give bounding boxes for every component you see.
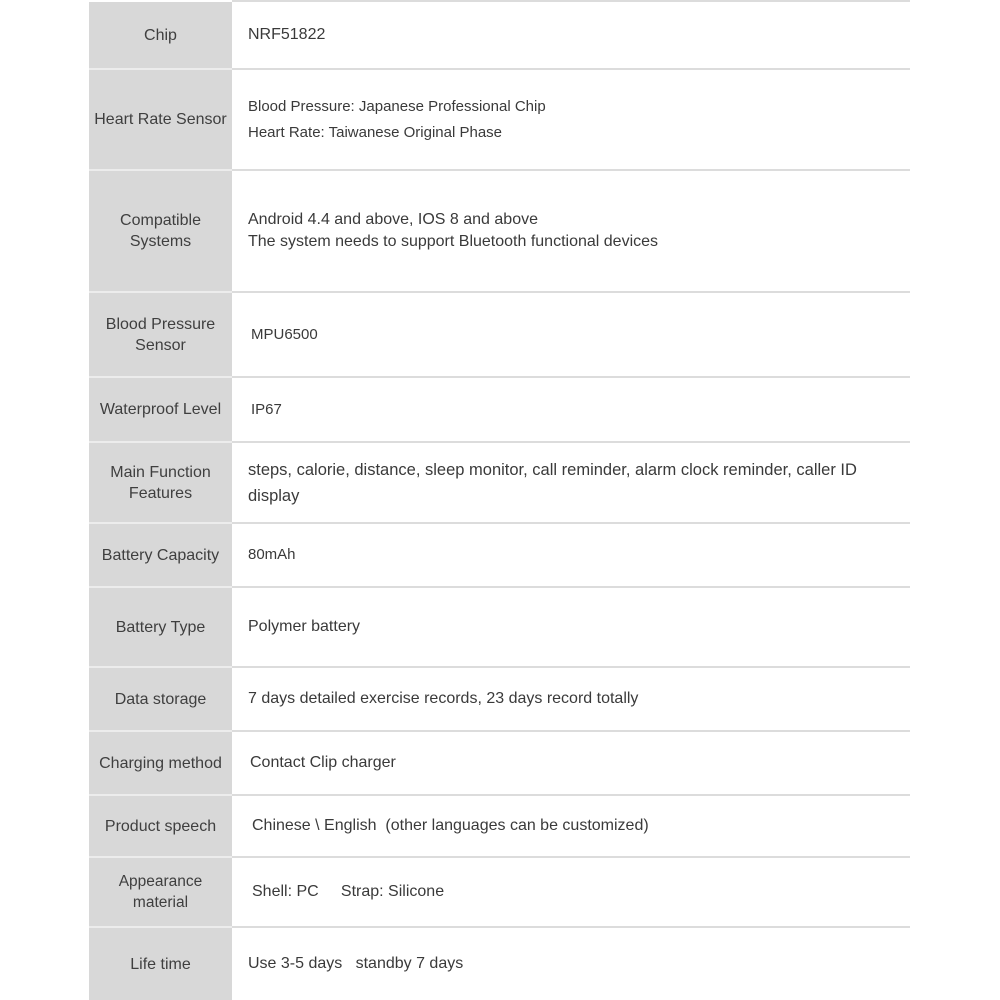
spec-value — [232, 70, 910, 169]
row-divider — [232, 441, 910, 443]
row-divider — [232, 68, 910, 70]
label-divider — [89, 666, 232, 668]
spec-label: Waterproof Level — [89, 378, 232, 441]
row-divider — [232, 376, 910, 378]
spec-value-line: Use 3-5 days standby 7 days — [248, 955, 464, 972]
spec-value — [232, 668, 910, 730]
spec-value — [232, 588, 910, 666]
spec-label: Battery Type — [89, 588, 232, 666]
label-divider — [89, 376, 232, 378]
spec-label: Life time — [89, 928, 232, 1000]
label-divider — [89, 291, 232, 293]
spec-row-battery-type — [89, 588, 910, 666]
label-divider — [89, 926, 232, 928]
spec-value — [232, 524, 910, 586]
spec-row-life-time — [89, 928, 910, 1000]
row-divider — [232, 0, 910, 2]
label-divider — [89, 169, 232, 171]
spec-row-charging-method — [89, 732, 910, 794]
label-divider — [89, 441, 232, 443]
spec-value-line: Blood Pressure: Japanese Professional Chip — [248, 97, 546, 115]
spec-label: Battery Capacity — [89, 524, 232, 586]
spec-value — [232, 2, 910, 68]
spec-row-product-speech — [89, 796, 910, 856]
spec-table — [89, 0, 910, 1000]
spec-value-line: 80mAh — [248, 546, 296, 563]
spec-label: Appearance material — [89, 858, 232, 926]
spec-value-line: 7 days detailed exercise records, 23 days record totally — [248, 690, 639, 707]
spec-value-line: steps, calorie, distance, sleep monitor, call reminder, alarm clock reminder, caller ID display — [248, 460, 857, 505]
spec-row-appearance-material — [89, 858, 910, 926]
row-divider — [232, 522, 910, 524]
spec-value-line: Polymer battery — [248, 618, 361, 635]
spec-row-compatible-systems — [89, 171, 910, 291]
spec-value — [232, 858, 910, 926]
label-divider — [89, 856, 232, 858]
row-divider — [232, 586, 910, 588]
spec-value-line: Contact Clip charger — [250, 754, 396, 771]
label-divider — [89, 730, 232, 732]
spec-value — [232, 378, 910, 441]
spec-value-line: MPU6500 — [251, 325, 318, 343]
spec-label: Data storage — [89, 668, 232, 730]
spec-value — [232, 171, 910, 291]
row-divider — [232, 169, 910, 171]
spec-value — [232, 293, 910, 376]
spec-value-line: IP67 — [251, 400, 282, 418]
label-divider — [89, 586, 232, 588]
spec-label: Main Function Features — [89, 443, 232, 522]
spec-value-line: Android 4.4 and above, IOS 8 and above — [248, 211, 538, 228]
spec-value — [232, 928, 910, 1000]
spec-row-blood-pressure-sensor — [89, 293, 910, 376]
spec-value-line: The system needs to support Bluetooth functional devices — [248, 233, 659, 250]
spec-row-data-storage — [89, 668, 910, 730]
spec-row-chip — [89, 2, 910, 68]
spec-label: Heart Rate Sensor — [89, 70, 232, 169]
spec-value-line: Shell: PC Strap: Silicone — [252, 883, 445, 900]
row-divider — [232, 730, 910, 732]
row-divider — [232, 926, 910, 928]
spec-row-battery-capacity — [89, 524, 910, 586]
spec-row-waterproof-level — [89, 378, 910, 441]
spec-value-line: NRF51822 — [248, 26, 326, 43]
spec-value — [232, 443, 910, 522]
row-divider — [232, 666, 910, 668]
row-divider — [232, 856, 910, 858]
spec-value — [232, 732, 910, 794]
spec-value — [232, 796, 910, 856]
spec-label: Chip — [89, 2, 232, 68]
label-divider — [89, 68, 232, 70]
spec-label: Compatible Systems — [89, 171, 232, 291]
row-divider — [232, 794, 910, 796]
spec-row-main-function-features — [89, 443, 910, 522]
spec-value-line: Chinese \ English (other languages can be customized) — [252, 817, 649, 834]
label-divider — [89, 794, 232, 796]
spec-value-line: Heart Rate: Taiwanese Original Phase — [248, 123, 503, 141]
label-divider — [89, 522, 232, 524]
spec-label: Blood Pressure Sensor — [89, 293, 232, 376]
spec-row-heart-rate-sensor — [89, 70, 910, 169]
spec-label: Charging method — [89, 732, 232, 794]
row-divider — [232, 291, 910, 293]
spec-label: Product speech — [89, 796, 232, 856]
